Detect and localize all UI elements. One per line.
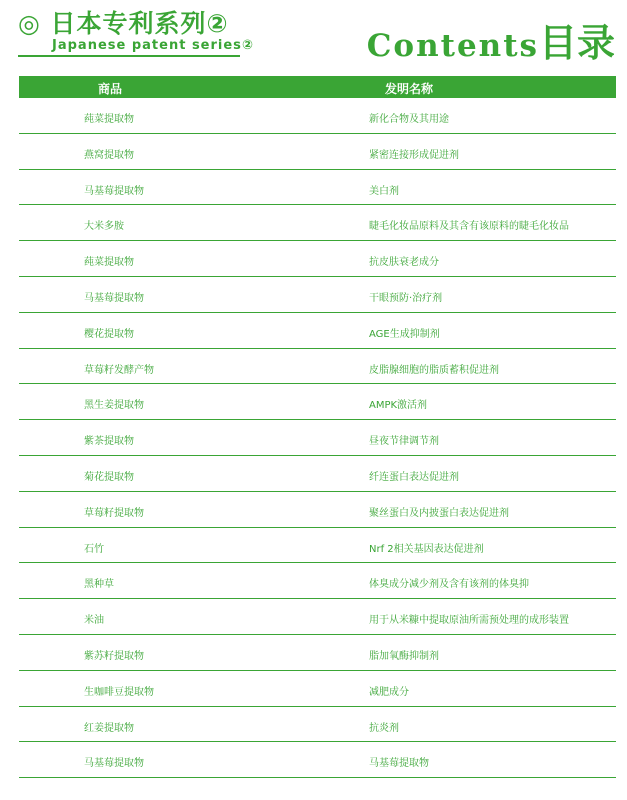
table-row bbox=[19, 563, 616, 599]
table-row bbox=[19, 384, 616, 420]
series-subtitle: Japanese patent series② bbox=[52, 38, 254, 53]
table-row bbox=[19, 277, 616, 313]
table-row bbox=[19, 241, 616, 277]
table-row bbox=[19, 456, 616, 492]
column-header-product: 商品 bbox=[98, 82, 123, 96]
table-row bbox=[19, 98, 616, 134]
invention-cell: 抗皮肤衰老成分 bbox=[369, 257, 439, 269]
invention-cell: AGE生成抑制剂 bbox=[369, 328, 440, 340]
column-header-invention: 发明名称 bbox=[385, 82, 434, 96]
invention-cell: 抗炎剂 bbox=[369, 722, 399, 734]
page-header bbox=[0, 0, 627, 70]
product-cell: 米油 bbox=[84, 615, 104, 627]
invention-cell: 干眼预防·治疗剂 bbox=[369, 292, 443, 304]
invention-cell: 昼夜节律调节剂 bbox=[369, 436, 439, 448]
invention-cell: 睫毛化妆品原料及其含有该原料的睫毛化妆品 bbox=[369, 221, 569, 233]
invention-cell: 用于从米糠中提取原油所需预处理的成形装置 bbox=[369, 615, 569, 627]
table-row bbox=[19, 528, 616, 564]
invention-cell: 体臭成分减少剂及含有该剂的体臭抑 bbox=[369, 579, 529, 591]
table-row bbox=[19, 671, 616, 707]
contents-heading-cn: 目录 bbox=[538, 21, 615, 65]
product-cell: 燕窝提取物 bbox=[84, 149, 134, 161]
table-row bbox=[19, 635, 616, 671]
product-cell: 黑生姜提取物 bbox=[84, 400, 144, 412]
invention-cell: 新化合物及其用途 bbox=[369, 114, 449, 125]
product-cell: 菊花提取物 bbox=[84, 471, 134, 483]
table-row bbox=[19, 492, 616, 528]
table-row bbox=[19, 420, 616, 456]
table-row bbox=[19, 707, 616, 743]
table-row bbox=[19, 170, 616, 206]
product-cell: 生咖啡豆提取物 bbox=[84, 686, 154, 698]
invention-cell: 纤连蛋白表达促进剂 bbox=[369, 471, 459, 483]
title-underline bbox=[18, 55, 240, 57]
invention-cell: 美白剂 bbox=[369, 185, 399, 197]
invention-cell: 马基莓提取物 bbox=[369, 758, 429, 770]
product-cell: 莼菜提取物 bbox=[84, 257, 134, 269]
series-title: ◎ 日本专利系列② bbox=[18, 9, 229, 38]
invention-cell: 皮脂腺细胞的脂质蓄积促进剂 bbox=[369, 364, 499, 376]
product-cell: 石竹 bbox=[84, 543, 104, 555]
product-cell: 紫苏籽提取物 bbox=[84, 650, 144, 662]
table-header bbox=[19, 76, 616, 98]
product-cell: 草莓籽发酵产物 bbox=[84, 364, 154, 376]
table-row bbox=[19, 205, 616, 241]
product-cell: 马基莓提取物 bbox=[84, 758, 144, 770]
table-row bbox=[19, 742, 616, 778]
contents-heading-en: Contents bbox=[366, 28, 539, 64]
table-row bbox=[19, 313, 616, 349]
product-cell: 莼菜提取物 bbox=[84, 114, 134, 125]
invention-cell: 聚丝蛋白及内披蛋白表达促进剂 bbox=[369, 507, 509, 519]
product-cell: 马基莓提取物 bbox=[84, 292, 144, 304]
table-row bbox=[19, 349, 616, 385]
product-cell: 黑种草 bbox=[84, 579, 114, 591]
product-cell: 大米多胺 bbox=[84, 221, 124, 233]
invention-cell: 减肥成分 bbox=[369, 686, 409, 698]
invention-cell: AMPK激活剂 bbox=[369, 400, 428, 412]
product-cell: 樱花提取物 bbox=[84, 328, 134, 340]
table-body bbox=[19, 98, 616, 778]
product-cell: 草莓籽提取物 bbox=[84, 507, 144, 519]
invention-cell: 脂加氧酶抑制剂 bbox=[369, 650, 439, 662]
contents-table bbox=[19, 76, 616, 778]
invention-cell: Nrf 2相关基因表达促进剂 bbox=[369, 543, 484, 555]
invention-cell: 紧密连接形成促进剂 bbox=[369, 149, 459, 161]
contents-heading bbox=[367, 12, 615, 67]
product-cell: 红姜提取物 bbox=[84, 722, 134, 734]
product-cell: 紫茶提取物 bbox=[84, 436, 134, 448]
table-row bbox=[19, 599, 616, 635]
table-row bbox=[19, 134, 616, 170]
product-cell: 马基莓提取物 bbox=[84, 185, 144, 197]
